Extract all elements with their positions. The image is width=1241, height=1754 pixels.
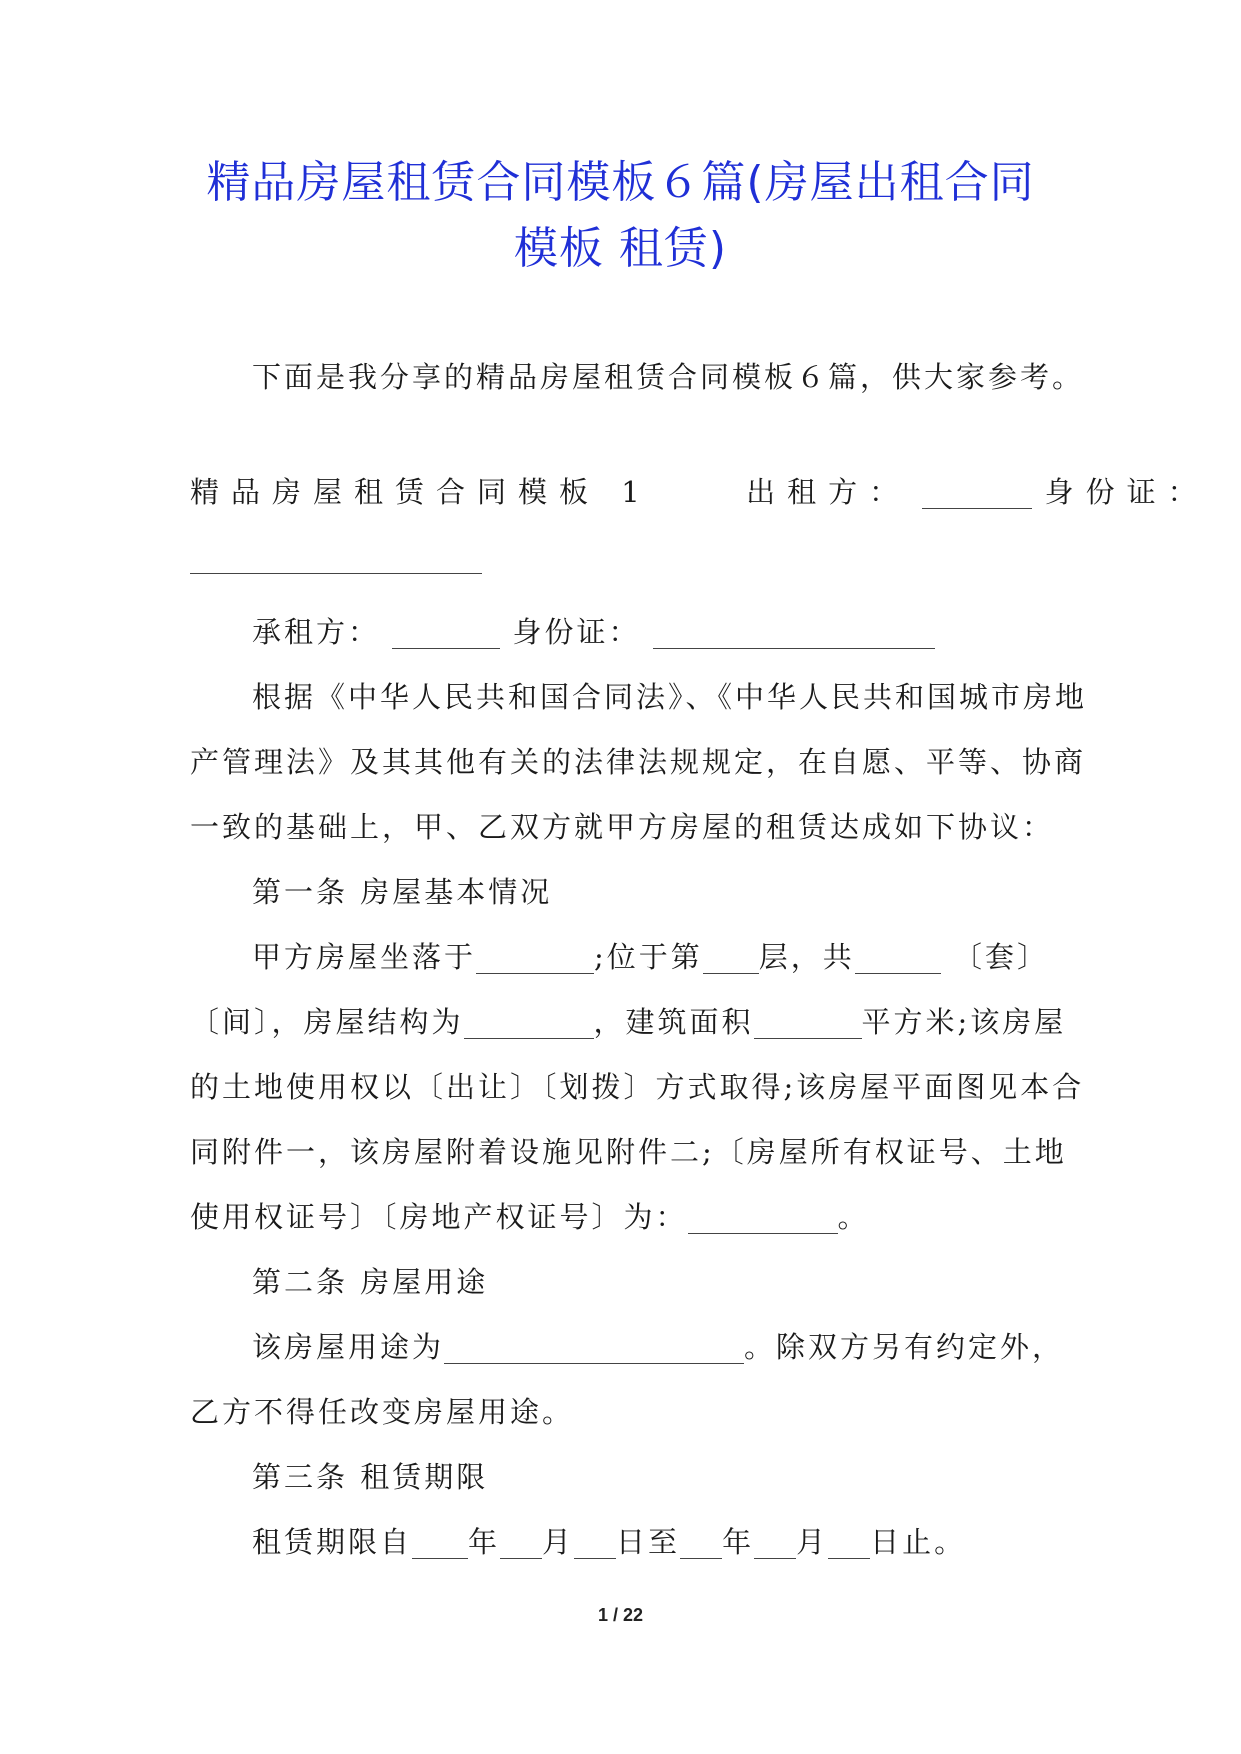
location-blank	[476, 938, 594, 974]
title-line-2: 模板 租赁)	[513, 223, 728, 274]
structure-blank	[464, 1003, 594, 1039]
article-1-heading: 第一条 房屋基本情况	[252, 875, 553, 909]
lessor-id-blank-line	[190, 525, 1060, 590]
lessee-line	[190, 600, 1122, 665]
intro-paragraph: 下面是我分享的精品房屋租赁合同模板６篇，供大家参考。	[252, 360, 1085, 394]
article-3-heading: 第三条 租赁期限	[252, 1460, 489, 1494]
document-title	[150, 150, 1091, 282]
lessor-id-blank	[190, 538, 482, 574]
page-number: 1 / 22	[597, 1605, 644, 1625]
end-day-blank	[828, 1523, 870, 1559]
lessee-blank	[392, 613, 500, 649]
template-heading: 精品房屋租赁合同模板 1	[190, 475, 652, 509]
article-3-body: 租赁期限自 年 月 日至 年 月 日止。	[252, 1525, 967, 1559]
start-month-blank	[500, 1523, 542, 1559]
lessee-label: 承租方：	[252, 615, 381, 649]
end-year-blank	[680, 1523, 722, 1559]
lessor-label: 出租方：	[746, 475, 911, 509]
lessee-id-label: 身份证：	[512, 615, 641, 649]
usage-blank	[444, 1328, 744, 1364]
start-day-blank	[574, 1523, 616, 1559]
title-line-1: 精品房屋租赁合同模板６篇(房屋出租合同	[206, 157, 1035, 208]
certificate-blank	[688, 1198, 838, 1234]
total-floors-blank	[855, 938, 941, 974]
template-heading-line	[190, 460, 1209, 525]
floor-blank	[703, 938, 759, 974]
lessor-blank	[922, 473, 1032, 509]
article-2-heading: 第二条 房屋用途	[252, 1265, 489, 1299]
lessor-id-label: 身份证：	[1044, 475, 1209, 509]
basis-paragraph: 根据《中华人民共和国合同法》、《中华人民共和国城市房地 产管理法》及其其他有关的法律法规规定，在自愿、平等、协商 一致的基础上，甲、乙双方就甲方房屋的租赁达成如下协议：	[190, 680, 1088, 844]
article-1-body: 甲方房屋坐落于 ;位于第 层，共 〔套〕 〔间〕，房屋结构为 ，建筑面积 平方米;该房屋 的土地使用权以〔出让〕〔划拨〕方式取得;该房屋平面图见本合 同附件一，该房屋附着设施见附件二;〔房屋所有权证号、土地 使用权证号〕〔房地产权证号〕为： 。	[190, 940, 1085, 1234]
area-blank	[754, 1003, 862, 1039]
end-month-blank	[754, 1523, 796, 1559]
lessee-id-blank	[653, 613, 935, 649]
article-2-body: 该房屋用途为 。除双方另有约定外， 乙方不得任改变房屋用途。	[190, 1330, 1065, 1429]
start-year-blank	[412, 1523, 468, 1559]
